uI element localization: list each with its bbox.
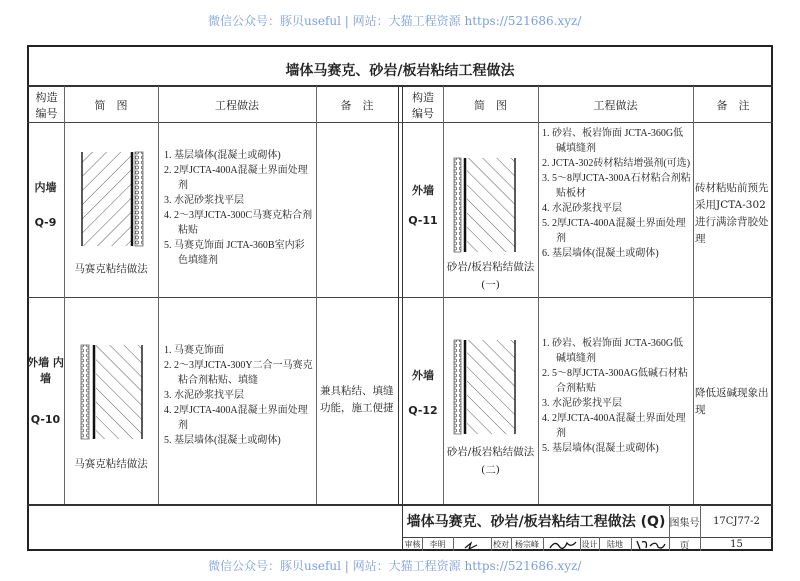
header-diagram: 简 图: [474, 98, 507, 112]
step: 1. 马赛克饰面: [164, 345, 224, 356]
page-label: 页: [679, 541, 690, 552]
divider: [443, 86, 444, 504]
diagram-caption: 砂岩/板岩粘结做法(二): [446, 446, 535, 476]
step: 4. 水泥砂浆找平层: [542, 203, 622, 214]
step: 3. 水泥砂浆找平层: [164, 390, 244, 401]
design-name: 陆地: [607, 540, 623, 549]
divider: [27, 122, 773, 123]
note-q10: 兼具粘结、填缝功能，施工便捷: [320, 385, 394, 414]
divider: [543, 537, 544, 551]
page-title: 墙体马赛克、砂岩/板岩粘结工程做法: [285, 63, 515, 79]
diagram-caption: 马赛克粘结做法: [74, 458, 148, 470]
step: 2. 2厚JCTA-400A混凝土界面处理剂: [164, 165, 308, 191]
review-label: 审核: [404, 540, 421, 549]
step: 1. 砂岩、板岩饰面 JCTA-360G低碱填缝剂: [542, 128, 684, 154]
titleblock-title: 墙体马赛克、砂岩/板岩粘结工程做法 (Q): [406, 514, 666, 530]
row-q10-name: 外墙 内墙: [27, 356, 64, 385]
signature-icon: [634, 538, 668, 551]
note-q11: 砖材粘贴前预先采用JCTA-302进行满涂背胶处理: [695, 182, 769, 245]
header-diagram: 简 图: [94, 98, 128, 112]
step: 5. 马赛克饰面 JCTA-360B室内彩色填缝剂: [164, 240, 305, 266]
signature-icon: [547, 538, 579, 551]
step: 3. 水泥砂浆找平层: [164, 195, 244, 206]
atlas-number: 17CJ77-2: [713, 515, 760, 527]
step: 3. 水泥砂浆找平层: [542, 398, 622, 409]
atlas-label: 图集号: [669, 517, 700, 529]
divider: [316, 86, 317, 504]
header-code: 构造编号: [412, 90, 434, 120]
divider: [158, 86, 159, 504]
note-q12: 降低返碱现象出现: [695, 387, 769, 416]
wall-section-diagram-q9: [80, 150, 146, 248]
divider: [402, 86, 403, 551]
step: 4. 2厚JCTA-400A混凝土界面处理剂: [542, 413, 686, 439]
divider: [631, 537, 632, 551]
method-steps-q11: [542, 126, 692, 261]
watermark-bottom: 微信公众号：豚贝useful | 网站：大猫工程资源 https://521686.xyz/: [208, 559, 582, 573]
step: 5. 2厚JCTA-400A混凝土界面处理剂: [542, 218, 686, 244]
divider: [453, 537, 454, 551]
title-block: [403, 505, 773, 551]
wall-section-diagram-q12: [452, 338, 518, 436]
signature-icon: [461, 539, 485, 551]
wall-section-diagram-q10: [79, 343, 145, 441]
row-q9-name: 内墙: [34, 181, 57, 194]
method-steps-q12: [542, 336, 692, 456]
header-method: 工程做法: [215, 98, 259, 112]
wall-section-diagram-q11: [452, 156, 518, 254]
step: 3. 5～8厚JCTA-300A石材粘合剂粘贴板材: [542, 173, 691, 199]
row-q10-code: Q-10: [30, 413, 61, 426]
step: 2. 5～8厚JCTA-300AG低碱石材粘合剂粘贴: [542, 368, 688, 394]
row-q12-code: Q-12: [408, 404, 438, 417]
review-name: 李明: [429, 540, 446, 549]
step: 4. 2～3厚JCTA-300C马赛克粘合剂粘贴: [164, 210, 313, 236]
step: 5. 基层墙体(混凝土或砌体): [164, 435, 281, 446]
row-q11-code: Q-11: [408, 214, 438, 227]
step: 6. 基层墙体(混凝土或砌体): [542, 248, 659, 259]
divider: [27, 297, 773, 298]
header-code: 构造编号: [35, 90, 58, 120]
step: 1. 基层墙体(混凝土或砌体): [164, 150, 281, 161]
method-steps-q10: [164, 343, 314, 448]
divider: [64, 86, 65, 504]
divider: [693, 86, 694, 504]
design-label: 设计: [581, 540, 598, 549]
divider: [398, 86, 399, 504]
step: 2. JCTA-302砖材粘结增强剂(可选): [542, 158, 691, 169]
step: 5. 基层墙体(混凝土或砌体): [542, 443, 659, 454]
check-label: 校对: [493, 540, 509, 549]
diagram-caption: 砂岩/板岩粘结做法(一): [446, 261, 535, 291]
step: 2. 2～3厚JCTA-300Y二合一马赛克粘合剂粘贴、填缝: [164, 360, 313, 386]
page-number: 15: [730, 539, 743, 550]
header-method: 工程做法: [593, 98, 638, 112]
method-steps-q9: [164, 148, 314, 268]
watermark-top: 微信公众号：豚贝useful | 网站：大猫工程资源 https://521686.xyz/: [208, 14, 582, 28]
header-note: 备 注: [340, 98, 374, 112]
diagram-caption: 马赛克粘结做法: [74, 263, 148, 275]
row-q9-code: Q-9: [34, 216, 57, 229]
step: 1. 砂岩、板岩饰面 JCTA-360G低碱填缝剂: [542, 338, 684, 364]
header-note: 备 注: [716, 98, 750, 112]
row-q12-name: 外墙: [412, 369, 434, 382]
row-q11-name: 外墙: [412, 184, 434, 197]
check-name: 杨宗峰: [515, 540, 539, 549]
step: 4. 2厚JCTA-400A混凝土界面处理剂: [164, 405, 308, 431]
divider: [538, 86, 539, 504]
